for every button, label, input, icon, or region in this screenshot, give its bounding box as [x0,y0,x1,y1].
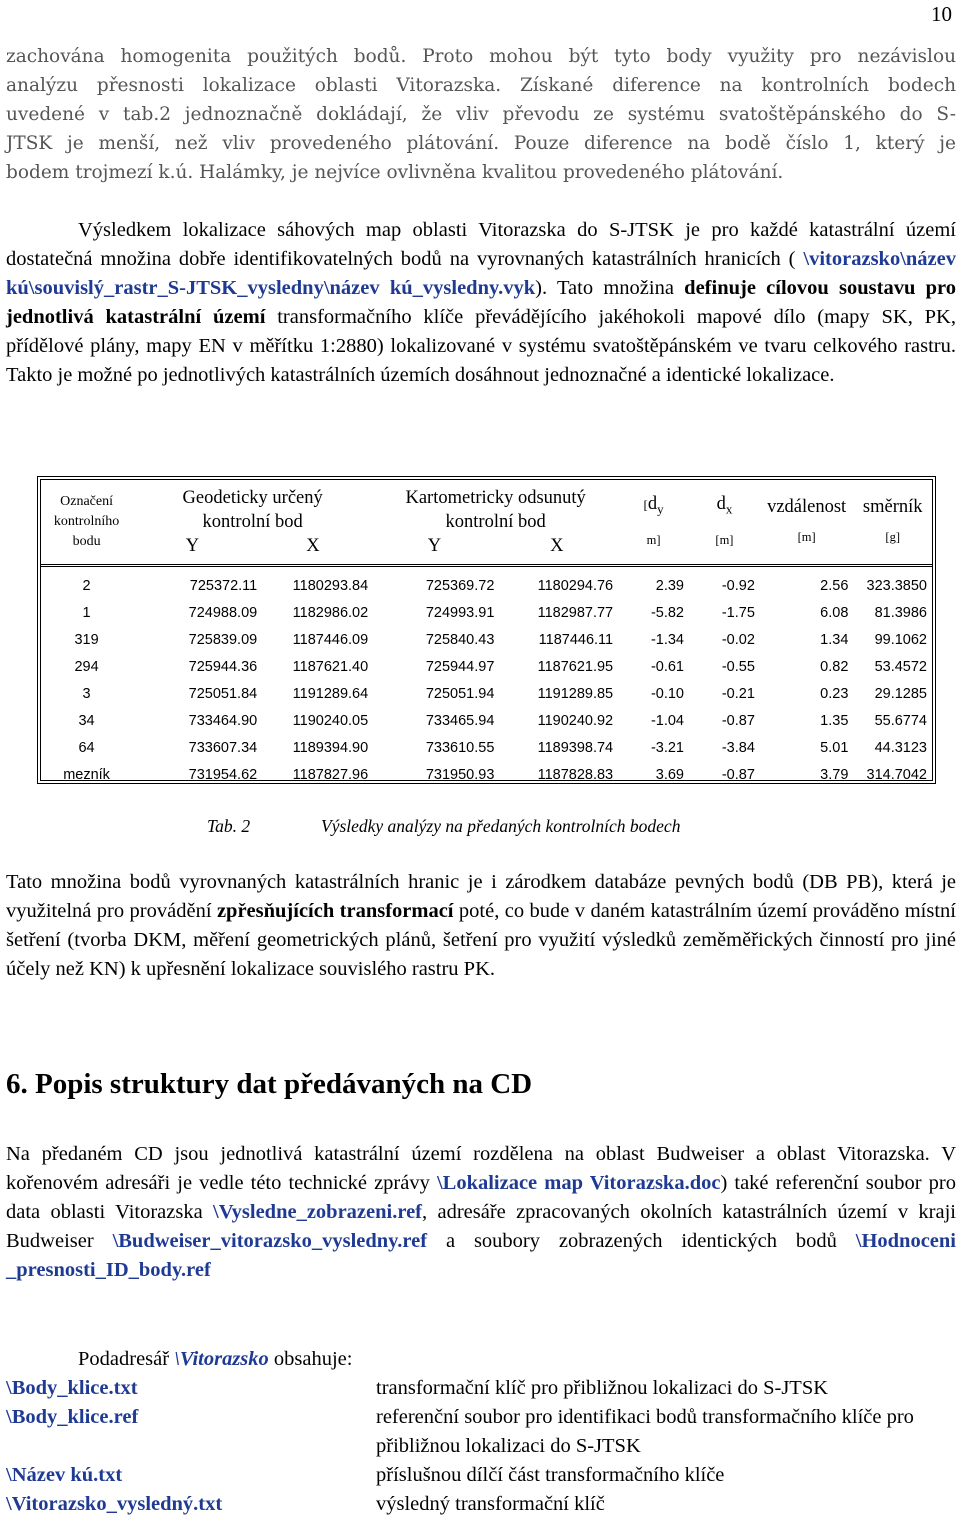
text-span: transformačního klíče převádějícího jakéhokoli mapové dílo (mapy SK, PK, přídělové plány, mapy EN v měřítku 1:2880) lokalizované v systému svatoštěpánském ve tvaru celkového rastru. Takto je možné po jednotlivých katastrálních územích dosáhnout jednoznačné a identické lokalizace. [6,306,956,386]
header-cartometric [373,480,618,566]
table-cell: 99.1062 [874,632,927,649]
caption-text: Výsledky analýzy na předaných kontrolních bodech [321,816,681,836]
file-name[interactable]: \Body_klice.txt [6,1377,138,1399]
table-cell: 725839.09 [188,632,258,649]
table-cell: -1.75 [721,605,755,622]
table-cell: 731954.62 [188,766,258,783]
table-cell: 6.08 [820,605,849,622]
header-sub: y [657,501,664,517]
table-cell: 731950.93 [425,766,495,783]
file-desc: transformační klíč pro přibližnou lokalizaci do S-JTSK [376,1377,829,1399]
table-row [41,600,932,627]
table-cell: 5.01 [820,739,849,756]
table-cell: 1187446.11 [538,632,614,649]
list-item [6,1461,956,1490]
intro-line: uvedené v tab.2 jednoznačně dokládají, že vliv převodu ze systému svatoštěpánského do S- [6,104,956,125]
table-cell: 55.6774 [874,712,927,729]
table-cell: 725369.72 [425,578,495,595]
table-cell: 733465.94 [425,712,495,729]
header-dy [618,480,689,566]
table-cell: -3.21 [650,739,684,756]
table-cell: 733607.34 [188,739,258,756]
list-item [6,1403,956,1461]
intro-line: bodem trojmezí k.ú. Halámky, je nejvíce ovlivněna kvalitou provedeného plátování. [6,162,784,183]
header-bracket: [ [643,497,648,513]
table-cell: 1182987.77 [537,605,614,622]
table-cell: 314.7042 [866,766,927,783]
text-span: poté, co bude v daném katastrálním území prováděno místní šetření (tvorba DKM, měření geometrických plánů, šetření pro využití výsledků zeměměřických činností pro jiné účely než KN) k upřesnění lokalizace souvislého rastru PK. [6,900,956,980]
table-cell: -1.04 [650,712,684,729]
text-span: ) také referenční soubor pro data oblasti Vitorazska [6,1172,956,1223]
text-span: Na předaném CD jsou jednotlivá katastrální území rozdělena na oblast Budweiser a oblast Vitorazska. V kořenovém adresáři je vedle této technické zprávy [6,1143,956,1194]
file-name[interactable]: \Body_klice.ref [6,1406,139,1428]
text-span: ). Tato množina [535,277,685,299]
table-row [41,627,932,654]
text-span: Podadresář [78,1348,175,1370]
file-desc: referenční soubor pro identifikaci bodů transformačního klíče pro přibližnou lokalizaci do S-JTSK [376,1406,914,1457]
table-cell: 1182986.02 [292,605,369,622]
header-text: Geodeticky určený [182,488,323,508]
table-cell: 1187621.95 [537,659,614,676]
table-cell: 1187827.96 [292,766,369,783]
header-x: X [550,536,564,556]
header-y: Y [185,536,200,556]
table-cell: 29.1285 [874,686,927,702]
text-span: obsahuje: [268,1348,353,1370]
header-dx [689,480,760,566]
table-cell: 64 [78,739,95,756]
table-cell: -0.61 [650,659,684,676]
header-text: směrník [862,497,923,517]
file-name[interactable]: \Vitorazsko_vysledný.txt [6,1493,223,1515]
header-unit: [m] [797,530,816,544]
table-caption [207,816,680,837]
text-span: Výsledkem lokalizace sáhových map oblasti Vitorazska do S-JTSK je pro každé katastrální území dostatečná množina dobře identifikovatelných bodů na vyrovnaných katastrálních hranicích ( [6,219,956,270]
table-cell: 725372.11 [189,578,258,595]
file-desc: příslušnou dílčí část transformačního klíče [376,1464,725,1486]
table-cell: 725840.43 [425,632,495,649]
caption-label: Tab. 2 [207,816,251,836]
ref-link[interactable]: \Vysledne_zobrazeni.ref [213,1201,422,1223]
table-cell: 2.39 [655,578,684,595]
file-name[interactable]: \Název kú.txt [6,1464,123,1486]
table-cell: 1187446.09 [292,632,369,649]
intro-paragraph [6,42,956,187]
table-cell: 81.3986 [874,605,927,622]
table-cell: -3.84 [721,739,755,756]
header-text: Kartometricky odsunutý [405,488,586,508]
header-text: kontrolní bod [445,512,546,532]
table-cell: 724993.91 [425,605,495,622]
header-text: kontrolního [53,514,120,529]
table-row [41,654,932,681]
header-d: d [647,494,658,515]
header-distance [760,480,854,566]
table-cell: -0.55 [721,659,755,676]
header-text: vzdálenost [767,497,847,517]
table-cell: 733464.90 [188,712,258,729]
bold-text: definuje cílovou soustavu pro jednotlivá katastrální území [6,277,957,328]
header-bearing [853,480,932,566]
header-y: Y [427,536,442,556]
path-link[interactable]: \vitorazsko\název kú\souvislý_rastr_S-JTSK_vysledny\název kú_vysledny.vyk [6,248,956,299]
table-row [41,566,932,600]
subdir-line [78,1345,948,1374]
table-cell: 323.3850 [866,578,927,595]
table-cell: 1187828.83 [537,766,614,783]
table-cell: -1.34 [650,632,684,649]
text-span: a soubory zobrazených identických bodů [427,1230,856,1252]
section-heading: 6. Popis struktury dat předávaných na CD [6,1068,533,1100]
text-span: , adresáře zpracovaných okolních katastrálních území v kraji Budweiser [6,1201,956,1252]
table-cell: -0.87 [721,712,755,729]
table-cell: 725944.36 [188,659,258,676]
table-cell: 725051.94 [425,686,495,702]
table-cell: 1190240.05 [292,712,369,729]
table-header-row [41,480,932,566]
table-cell: 0.82 [820,659,849,676]
table-cell: 725944.97 [425,659,495,676]
table-row [41,707,932,734]
table-cell: 733610.55 [425,739,495,756]
table-cell: 1187621.40 [292,659,369,676]
table-cell: -5.82 [650,605,684,622]
cd-paragraph [6,1140,956,1285]
table-cell: -0.87 [721,766,755,783]
table-cell: 1191289.85 [537,686,614,702]
header-unit: [m] [715,532,734,547]
id-points-link[interactable]: \Hodnoceni _presnosti_ID_body.ref [6,1230,956,1281]
table-cell: 1189394.90 [292,739,369,756]
subdir-link[interactable]: \Vitorazsko [174,1348,269,1370]
table-cell: 53.4572 [874,659,927,676]
result-paragraph [6,216,956,390]
table-cell: 44.3123 [874,739,927,756]
header-geodetic [132,480,373,566]
table-row [41,734,932,761]
header-unit: m] [646,532,661,547]
list-item [6,1490,956,1519]
table-cell: -0.02 [721,632,755,649]
table-cell: 3 [82,686,91,702]
header-unit: [g] [885,530,900,544]
table-cell: 1.34 [820,632,849,649]
table-cell: 2.56 [820,578,849,595]
table-cell: -0.92 [721,578,755,595]
table-cell: 1191289.64 [292,686,369,702]
table-cell: 1189398.74 [537,739,614,756]
intro-line: JTSK je menší, než vliv provedeného plátování. Pouze diference na bodě číslo 1, který je [6,133,956,154]
table-cell: -0.10 [650,686,684,702]
text-span: Tato množina bodů vyrovnaných katastrálních hranic je i zárodkem databáze pevných bodů (DB PB), která je využitelná pro provádění [6,871,956,922]
table-cell: 34 [78,712,95,729]
table-cell: 2 [82,578,91,595]
header-sub: x [725,501,733,517]
table-cell: 1.35 [820,712,849,729]
table-cell: 724988.09 [188,605,258,622]
table-row [41,681,932,708]
page-number: 10 [931,2,952,26]
table-row [41,761,932,788]
intro-line: analýzu přesnosti lokalizace oblasti Vitorazska. Získané diference na kontrolních bodech [6,75,956,96]
budweiser-link[interactable]: \Budweiser_vitorazsko_vysledny.ref [112,1230,428,1252]
table-cell: 1180293.84 [292,578,369,595]
bold-text: zpřesňujících transformací [216,900,454,922]
header-text: Označení [60,494,113,509]
header-text: kontrolní bod [202,512,303,532]
table-cell: 0.23 [820,686,849,702]
table-cell: 319 [74,632,99,649]
list-item [6,1374,956,1403]
table-cell: 1180294.76 [537,578,614,595]
table-cell: 1 [82,605,91,622]
doc-link[interactable]: \Lokalizace map Vitorazska.doc [436,1172,721,1194]
header-x: X [306,536,320,556]
header-text: bodu [72,534,101,549]
table-cell: -0.21 [721,686,755,702]
control-points-table [37,476,936,784]
intro-line: zachována homogenita použitých bodů. Proto mohou být tyto body využity pro nezávislou [6,46,956,67]
table-cell: 725051.84 [188,686,258,702]
table-cell: 3.69 [655,766,684,783]
header-point-id [41,480,132,566]
table-cell: 1190240.92 [537,712,614,729]
table-cell: mezník [63,766,110,783]
file-list [6,1374,956,1519]
file-desc: výsledný transformační klíč [376,1493,605,1515]
db-paragraph [6,868,956,984]
header-d: d [716,494,726,515]
table-cell: 294 [74,659,99,676]
table-cell: 3.79 [820,766,849,783]
